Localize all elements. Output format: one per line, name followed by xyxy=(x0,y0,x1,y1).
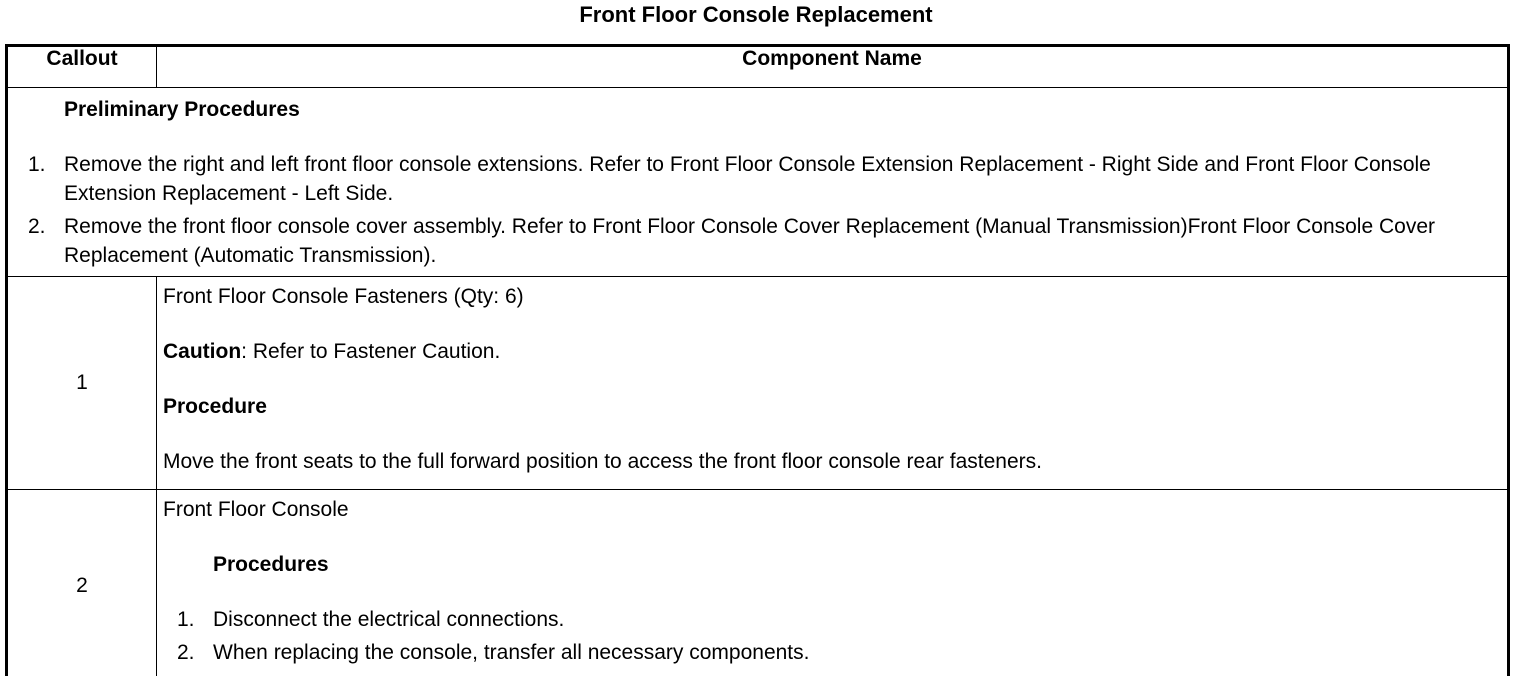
header-component-name: Component Name xyxy=(157,46,1509,88)
step-text: When replacing the console, transfer all necessary components. xyxy=(213,641,810,664)
step-text: Remove the right and left front floor console extensions. Refer to Front Floor Console Extension Replacement - Right Side and Front Floor Console Extension Replacement - Left Side. xyxy=(64,153,1431,205)
procedure-step xyxy=(163,605,1499,634)
step-number: 2. xyxy=(177,641,195,664)
preliminary-cell xyxy=(7,88,1509,277)
component-name: Front Floor Console xyxy=(163,498,349,521)
table-row xyxy=(7,490,1509,676)
component-cell xyxy=(157,490,1509,676)
caution-label: Caution xyxy=(163,340,242,363)
preliminary-row xyxy=(7,88,1509,277)
preliminary-title: Preliminary Procedures xyxy=(64,98,300,121)
procedure-step xyxy=(163,638,1499,667)
callout-cell: 1 xyxy=(7,277,157,490)
table-row xyxy=(7,277,1509,490)
preliminary-step xyxy=(8,212,1497,270)
procedure-text: Move the front seats to the full forward position to access the front floor console rear fasteners. xyxy=(163,450,1042,473)
component-name: Front Floor Console Fasteners (Qty: 6) xyxy=(163,285,524,308)
step-number: 2. xyxy=(28,215,46,238)
procedure-table xyxy=(5,44,1510,676)
header-callout: Callout xyxy=(7,46,157,88)
procedure-label: Procedure xyxy=(163,395,267,418)
step-text: Remove the front floor console cover assembly. Refer to Front Floor Console Cover Replacement (Manual Transmission)Front Floor Console Cover Replacement (Automatic Transmission). xyxy=(64,215,1435,267)
preliminary-step xyxy=(8,150,1497,208)
caution-line xyxy=(163,338,1499,366)
table-header-row xyxy=(7,46,1509,88)
preliminary-steps xyxy=(8,150,1497,270)
document-title: Front Floor Console Replacement xyxy=(579,2,933,27)
procedures-label: Procedures xyxy=(213,553,329,576)
component-cell xyxy=(157,277,1509,490)
step-number: 1. xyxy=(28,153,46,176)
callout-cell: 2 xyxy=(7,490,157,676)
caution-text: : Refer to Fastener Caution. xyxy=(241,340,501,363)
step-text: Disconnect the electrical connections. xyxy=(213,608,565,631)
procedure-steps xyxy=(163,605,1499,667)
step-number: 1. xyxy=(177,608,195,631)
